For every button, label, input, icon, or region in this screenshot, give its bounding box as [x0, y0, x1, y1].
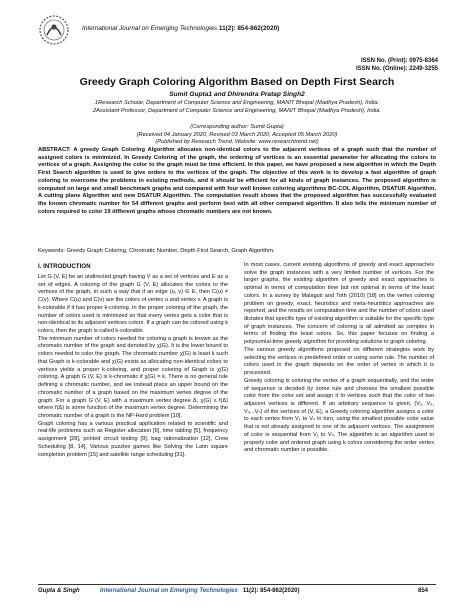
- issn-online: ISSN No. (Online): 2249-3255: [355, 66, 438, 72]
- paragraph: The minimum number of colors needed for coloring a graph is known as the chromatic number of the graph and denoted by χ(G). It is the lower bound to colors needed to color the graph. The chromatic number χ(G) is least k such that Graph is k-colorable and χ(G) exists as allocating non-identical colors to vertices yields a proper k-coloring, and proper coloring of Graph is χ(G) coloring. A graph G (V, E) is k-chromatic if χ(G) = k. There is no general rule defining a chromatic number, and we instead place an upper bound on the chromatic number of a graph based on the maximum vertex degree of the graph. For a graph G (V, E) with a maximum vertex degree Δ, χ(G) ≤ f(Δ) where f(Δ) is some function of the maximum vertex degree. Determining the chromatic number of a graph is the NP-Hard problem [10].: [38, 335, 228, 419]
- page-number: 854: [417, 588, 428, 594]
- footer-volume: 11(2): 854-862(2020): [242, 588, 300, 594]
- affiliation-2: 2Assistant Professor, Department of Computer Science and Engineering, MANIT Bhopal (Madhya Pradesh), India.: [93, 107, 381, 114]
- journal-header: [38, 14, 438, 50]
- paragraph: In most cases, current existing algorithms of greedy and exact approaches solve the graph instances with a very limited number of vertices. For the larger graphs, the existing algorithm of greedy and exact approaches is optimal in terms of computation time but not optimal in terms of the least colors. In a survey by Malaguti and Toth (2010) [18] on the vertex coloring problem on greedy, exact, heuristics and meta-heuristics approaches are reported, and the results on computation time and the number of colors used dictates that specific type of existing algorithm is suitable for the specific type of graph instances. The concern of coloring is all admitted as complex in terms of finding the least colors. So, this paper focuses on finding a polynomial-time greedy algorithm for providing solutions to graph coloring.: [244, 262, 434, 346]
- journal-title: [82, 25, 279, 32]
- abstract: ABSTRACT: A greedy Graph Coloring Algorithm allocates non-identical colors to the adjacent vertices of a graph such that the number of assigned colors is minimized. In Greedy Coloring of the graph, the ordering of vertices is an essential parameter for allocating the colors to vertices of a graph. Assigning the color to the graph must be time efficient. In this paper, we have proposed a new algorithm in which the Depth First Search algorithm is used to give orders to the vertices of the graph. The objective of this work is to develop a fast algorithm of graph coloring to overcome the problems in existing methods, and it should be efficient for all kinds of graph instances. The proposed algorithm is computed on large and small benchmark graphs and compared with four well known coloring algorithms BC-COL Algorithm, DSATUR Algorithm, A cutting plane Algorithm and new DSATUR Algorithm. The computation result shows that the proposed algorithm has successfully evaluated the known chromatic number for 54 different graphs and perform best with all other compared algorithm. It also tells the minimum number of colors required to color 19 different graphs whose chromatic numbers are not known.: [38, 147, 436, 215]
- paragraph: Let G (V, E) be an undirected graph having V as a set of vertices and E as a set of edges. A coloring of the graph G (V, E) allocates the colors to the vertices of the graph, in such a way that if an edge (u, v) ∈ E, then C(u) ≠ C(v). Where C(u) and C(v) are the colors of vertex u and vertex v. A graph is k-colorable if it has proper k-coloring. In the proper coloring of the graph, the number of colors used is minimized so that every vertex gets a color that is non-identical to its adjacent vertices colors. If a graph can be colored using k colors, then the graph is called k-colorable.: [38, 274, 228, 335]
- paragraph: The various greedy algorithms proposed on different strategies work by selecting the vertices in predefined order or using some rule. The number of colors used in the graph depends on the order of vertex in which it is processed.: [244, 346, 434, 377]
- paper-authors: Sumit Gupta1 and Dhirendra Pratap Singh2: [169, 91, 305, 98]
- section-heading: I. INTRODUCTION: [38, 263, 91, 270]
- footer-journal-name: International Journal on Emerging Technologies: [100, 588, 238, 594]
- published-by: (Published by Research Trend, Website: www.researchtrend.net): [155, 139, 319, 146]
- issn-print: ISSN No. (Print): 0975-8364: [360, 58, 438, 64]
- corresponding-author: (Corresponding author: Sumit Gupta): [190, 124, 284, 130]
- received-dates: (Received 04 January 2020, Revised 03 March 2020, Accepted 05 March 2020): [136, 131, 338, 138]
- affiliations: [0, 100, 474, 115]
- affiliation-1: 1Research Scholar, Department of Computer Science and Engineering, MANIT Bhopal (Madhya Pradesh), India.: [94, 100, 380, 106]
- footer-journal: [100, 588, 300, 594]
- journal-volume: 11(2): 854-862(2020): [218, 25, 280, 32]
- paragraph: Graph coloring has a various practical application related to scientific and real-life problems such as Register allocation [6], time tabling [5], frequency assignment [28], printed circuit testing [9], bag rationalization [12], Crew Scheduling [8, 14], Various puzzles games like Solving the Latin square completion problem [15] and satellite range scheduling [31].: [38, 420, 228, 458]
- paper-title: Greedy Graph Coloring Algorithm Based on Depth First Search: [79, 76, 395, 88]
- page-footer: [38, 588, 436, 594]
- footer-authors: Gupta & Singh: [38, 588, 80, 594]
- journal-name: International Journal on Emerging Technologies: [82, 25, 218, 32]
- right-column: [244, 262, 434, 455]
- issn-block: [356, 57, 438, 73]
- footer-divider: [38, 584, 436, 585]
- journal-logo-icon: [38, 14, 70, 46]
- paragraph: Greedy coloring is coloring the vertex of a graph sequentially, and the order of sequence is decided by some rule and chooses the smallest possible color from the color set and assign it to vertices such that the color of two adjacent vertices is different. If an arbitrary sequence is given, (V₁, V₂, V₃...Vₙ) of the vertices of (V, E), a Greedy coloring algorithm assigns a color to each vertex from V₁ to Vₙ in turn, using the smallest possible color value that is not already assigned to one of its adjacent vertices. The assignment of color is sequential from V₁ to Vₙ. The algorithm is an algorithm used to properly color and ordered graph using k colors considering the order vertex and chromatic number is possible.: [244, 377, 434, 454]
- left-column: [38, 263, 228, 459]
- keywords: Keywords: Greedy Graph Coloring, Chromatic Number, Depth First Search, Graph Algorithm.: [38, 248, 275, 254]
- publication-dates: [0, 124, 474, 147]
